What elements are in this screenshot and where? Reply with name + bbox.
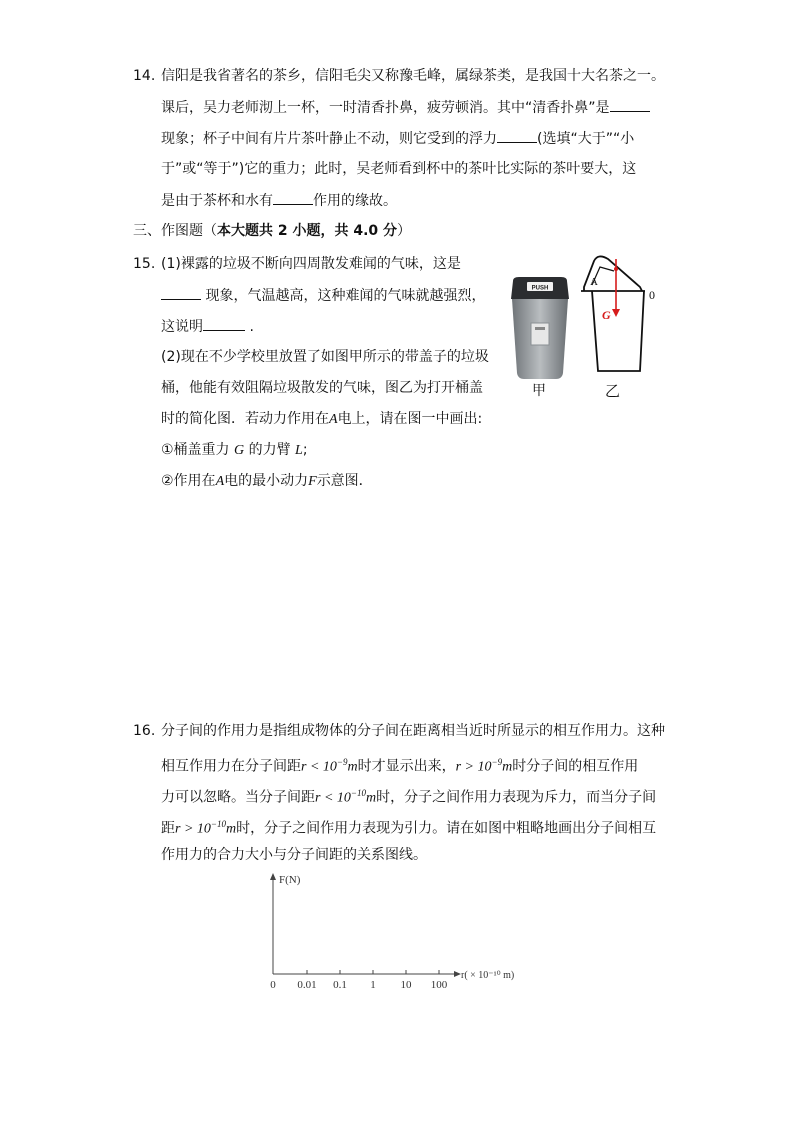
y-axis-label: F(N) — [279, 874, 301, 886]
q15-text: ; — [302, 442, 308, 458]
point-O-label: 0 — [649, 288, 655, 302]
q15-text: ②作用在 — [161, 473, 216, 489]
section-suffix: ） — [397, 223, 412, 239]
q16-text: 时分子间的相互作用 — [512, 758, 639, 775]
q16-text: 距 — [161, 820, 175, 837]
figure-label-jia: 甲 — [532, 383, 546, 399]
math-exp: −10 — [350, 788, 366, 798]
q15-line-8 — [161, 471, 373, 492]
var-F: F — [308, 474, 317, 489]
x-axis-label: r( × 10⁻¹⁰ m) — [461, 970, 515, 981]
q15-text: 现象，气温越高，这种难闻的气味就越强烈， — [201, 288, 486, 304]
math: m — [347, 759, 358, 775]
tick-labels — [297, 979, 447, 991]
q15-line-2 — [161, 285, 485, 306]
question-number: 16. — [133, 723, 156, 739]
section-info: 本大题共 2 小题，共 4.0 分 — [217, 223, 398, 239]
q14-line-4: 于”或“等于”)它的重力；此时，吴老师看到杯中的茶叶比实际的茶叶要大，这 — [161, 161, 637, 177]
math-exp: −9 — [491, 757, 503, 767]
q14-text: 现象；杯子中间有片片茶叶静止不动，则它受到的浮力 — [161, 131, 497, 147]
var-G: G — [234, 443, 245, 458]
section-prefix: 三、作图题（ — [133, 223, 217, 239]
answer-blank[interactable] — [497, 128, 537, 143]
q16-line-4 — [161, 814, 656, 840]
gravity-arrowhead — [612, 309, 620, 317]
q15-line-7 — [161, 440, 308, 461]
force-distance-graph — [262, 870, 542, 995]
bin-label-area — [531, 323, 549, 345]
q16-text: 力可以忽略。当分子间距 — [161, 789, 315, 806]
q15-line-6 — [161, 409, 482, 430]
q15-text: 电上，请在图一中画出: — [337, 411, 483, 427]
math-exp: −10 — [210, 819, 226, 829]
q15-line-5: 桶，他能有效阻隔垃圾散发的气味，图乙为打开桶盖 — [161, 380, 483, 396]
q15-line-4: (2)现在不少学校里放置了如图甲所示的带盖子的垃圾 — [161, 349, 489, 365]
tick-marks — [307, 970, 439, 974]
q14-line-3 — [161, 128, 634, 149]
x-axis-arrow — [454, 971, 461, 977]
point-A-label: A — [590, 276, 598, 288]
var-A: A — [215, 474, 225, 489]
answer-blank[interactable] — [273, 190, 313, 205]
q15-text: 的力臂 — [248, 442, 291, 458]
math: m — [225, 821, 237, 837]
q14-line-1: 信阳是我省著名的茶乡，信阳毛尖又称豫毛峰，属绿茶类，是我国十大名茶之一。 — [161, 68, 665, 84]
q15-text: 这说明 — [161, 319, 203, 335]
q16-text: 时，分子之间作用力表现为斥力，而当分子间 — [376, 789, 657, 806]
math: r > 10 — [175, 821, 211, 837]
q14-text: (选填“大于”“小 — [537, 131, 635, 147]
var-A: A — [329, 412, 338, 427]
center-of-gravity-dot — [614, 267, 618, 271]
figure-label-yi: 乙 — [605, 382, 621, 400]
answer-blank[interactable] — [610, 97, 650, 112]
y-axis-arrow — [270, 873, 276, 880]
x-tick-label: 10 — [400, 979, 412, 991]
q16-text: 时，分子之间作用力表现为引力。请在如图中粗略地画出分子间相互 — [236, 820, 657, 837]
x-tick-label: 100 — [430, 979, 448, 991]
answer-blank[interactable] — [161, 285, 201, 300]
q15-text: ①桶盖重力 — [161, 442, 230, 458]
q15-text: 示意图． — [316, 473, 373, 489]
section-heading — [133, 221, 411, 241]
q16-line-5: 作用力的合力大小与分子间距的关系图线。 — [161, 847, 427, 863]
math: m — [365, 790, 377, 806]
q14-text: 课后，吴力老师沏上一杯，一时清香扑鼻，疲劳顿消。其中“清香扑鼻”是 — [161, 100, 610, 116]
q14-text: 是由于茶杯和水有 — [161, 193, 273, 209]
bin-label-mark — [535, 327, 545, 330]
question-number: 14. — [133, 68, 156, 84]
math-exp: −9 — [336, 757, 348, 767]
x-tick-label: 0.01 — [297, 979, 317, 991]
q14-line-2 — [161, 97, 650, 118]
gravity-label: G — [602, 308, 611, 322]
q14-text: 作用的缘故。 — [313, 193, 397, 209]
q16-text: 时才显示出来， — [357, 758, 456, 775]
q15-text: . — [245, 319, 254, 335]
bin-body-outline — [592, 291, 644, 371]
origin-label: 0 — [270, 979, 276, 991]
var-L: L — [295, 443, 303, 458]
math: r < 10 — [315, 790, 351, 806]
push-label: PUSH — [531, 285, 549, 292]
math: m — [502, 759, 513, 775]
q15-line-1: (1)裸露的垃圾不断向四周散发难闻的气味，这是 — [161, 256, 461, 272]
q16-line-3 — [161, 783, 656, 809]
x-tick-label: 1 — [370, 979, 376, 991]
q14-line-5 — [161, 190, 397, 211]
answer-blank[interactable] — [203, 316, 245, 331]
q16-line-1: 分子间的作用力是指组成物体的分子间在距离相当近时所显示的相互作用力。这种 — [161, 723, 665, 739]
q16-text: 相互作用力在分子间距 — [161, 758, 301, 775]
q15-text: 电的最小动力 — [224, 473, 309, 489]
bin-lever-diagram — [580, 253, 660, 383]
math: r < 10 — [301, 759, 337, 775]
math: r > 10 — [455, 759, 492, 775]
q15-text: 时的简化图．若动力作用在 — [161, 411, 329, 427]
q15-line-3 — [161, 316, 254, 337]
q16-line-2 — [161, 752, 638, 778]
x-tick-label: 0.1 — [333, 979, 347, 991]
question-number: 15. — [133, 256, 156, 272]
